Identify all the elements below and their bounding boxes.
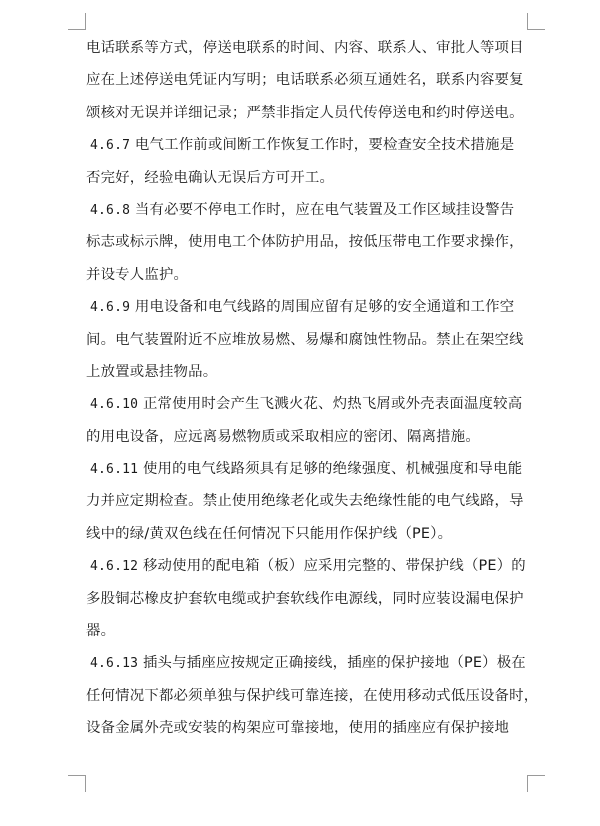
text-line: 上放置或悬挂物品。 [86,363,218,380]
crop-mark-top-right-horizontal [528,29,545,30]
text-line: 器。 [86,623,116,640]
text-line: 标志或标示牌，使用电工个体防护用品，按低压带电工作要求操作， [86,234,524,251]
text-line: 线中的绿/黄双色线在任何情况下只能用作保护线（PE）。 [86,525,453,542]
text-line: 否完好，经验电确认无误后方可开工。 [86,169,335,186]
clause-4-6-11-line [86,453,538,485]
crop-mark-bottom-left-vertical [85,775,86,792]
clause-text: 使用的电气线路须具有足够的绝缘强度、机械强度和导电能 [142,461,523,478]
clause-number: 4.6.8 [90,202,131,218]
clause-text: 正常使用时会产生飞溅火花、灼热飞屑或外壳表面温度较高 [142,396,523,413]
text-line: 并设专人监护。 [86,266,189,283]
text-line: 应在上述停送电凭证内写明；电话联系必须互通姓名，联系内容要复 [86,72,524,89]
clause-number: 4.6.12 [90,559,139,575]
text-line: 任何情况下都必须单独与保护线可靠连接，在使用移动式低压设备时， [86,687,539,704]
clause-4-6-7-line [86,129,538,161]
clause-text: 插头与插座应按规定正确接线，插座的保护接地（PE）极在 [142,655,526,672]
clause-number: 4.6.11 [90,462,139,478]
text-line: 多股铜芯橡皮护套软电缆或护套软线作电源线，同时应装设漏电保护 [86,590,524,607]
text-line: 电话联系等方式，停送电联系的时间、内容、联系人、审批人等项目 [86,40,524,56]
document-body [86,32,538,745]
text-line: 间。电气装置附近不应堆放易燃、易爆和腐蚀性物品。禁止在架空线 [86,331,524,348]
crop-mark-top-left-horizontal [68,29,85,30]
crop-mark-bottom-right-vertical [527,775,528,792]
crop-mark-bottom-left-horizontal [68,775,85,776]
clause-text: 当有必要不停电工作时，应在电气装置及工作区域挂设警告 [134,201,515,218]
clause-number: 4.6.9 [90,300,131,316]
clause-text: 用电设备和电气线路的周围应留有足够的安全通道和工作空 [134,299,515,316]
crop-mark-bottom-right-horizontal [528,775,545,776]
clause-4-6-10-line [86,388,538,420]
clause-number: 4.6.10 [90,397,139,413]
clause-4-6-12-line [86,550,538,582]
clause-text: 电气工作前或间断工作恢复工作时，要检查安全技术措施是 [134,137,515,154]
crop-mark-top-right-vertical [527,13,528,30]
clause-4-6-13-line [86,647,538,679]
text-line: 设备金属外壳或安装的构架应可靠接地，使用的插座应有保护接地 [86,720,510,737]
clause-text: 移动使用的配电箱（板）应采用完整的、带保护线（PE）的 [142,558,526,575]
text-line: 力并应定期检查。禁止使用绝缘老化或失去绝缘性能的电气线路，导 [86,493,524,510]
text-line: 的用电设备，应远离易燃物质或采取相应的密闭、隔离措施。 [86,428,480,445]
crop-mark-top-left-vertical [85,13,86,30]
clause-number: 4.6.7 [90,138,131,154]
clause-4-6-8-line [86,194,538,226]
clause-4-6-9-line [86,291,538,323]
clause-number: 4.6.13 [90,656,139,672]
text-line: 颂核对无误并详细记录；严禁非指定人员代传停送电和约时停送电。 [86,104,524,121]
